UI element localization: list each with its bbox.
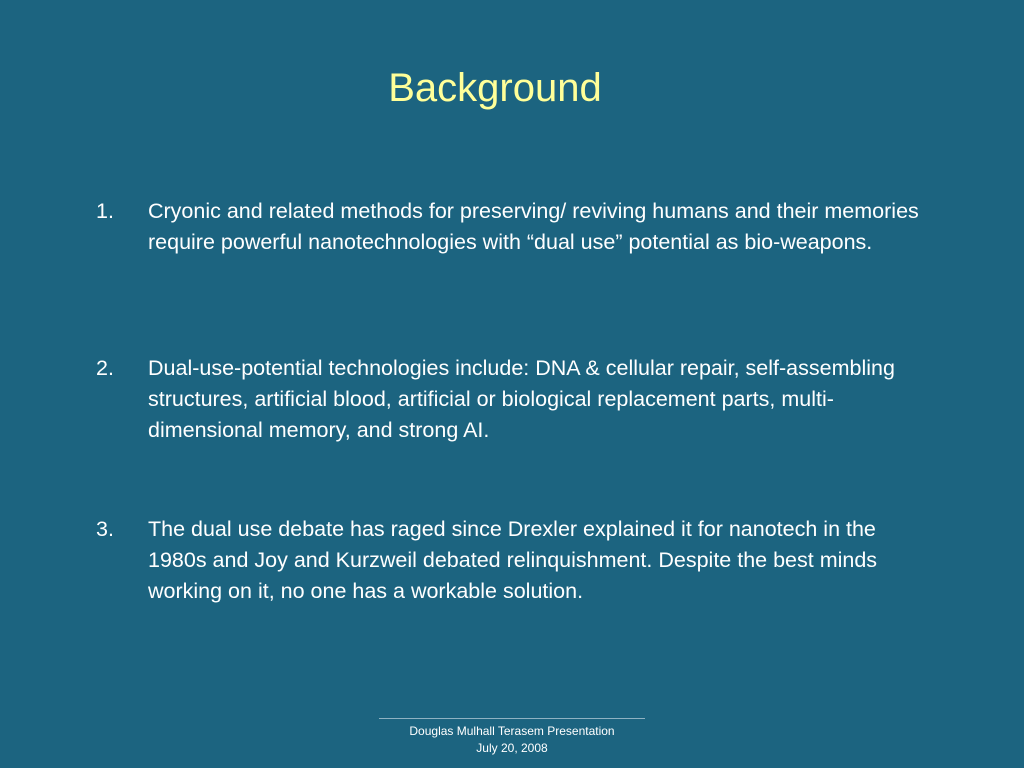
slide-title: Background — [388, 66, 602, 110]
footer-date: July 20, 2008 — [476, 741, 548, 755]
item-text: Dual-use-potential technologies include: DNA & cellular repair, self-assembling structures, artificial blood, artificial or biological replacement parts, multi- dimensional memory, and strong AI. — [148, 356, 895, 442]
item-number: 3. — [96, 517, 114, 541]
item-text: Cryonic and related methods for preserving/ reviving humans and their memories require powerful nanotechnologies with “dual use” potential as bio-weapons. — [148, 199, 919, 254]
footer-divider — [379, 718, 645, 719]
item-text: The dual use debate has raged since Drexler explained it for nanotech in the 1980s and Joy and Kurzweil debated relinquishment. Despite the best minds working on it, no one has a workable solution. — [148, 517, 878, 603]
item-number: 1. — [96, 199, 114, 223]
footer-presenter: Douglas Mulhall Terasem Presentation — [409, 724, 615, 738]
item-number: 2. — [96, 356, 114, 380]
